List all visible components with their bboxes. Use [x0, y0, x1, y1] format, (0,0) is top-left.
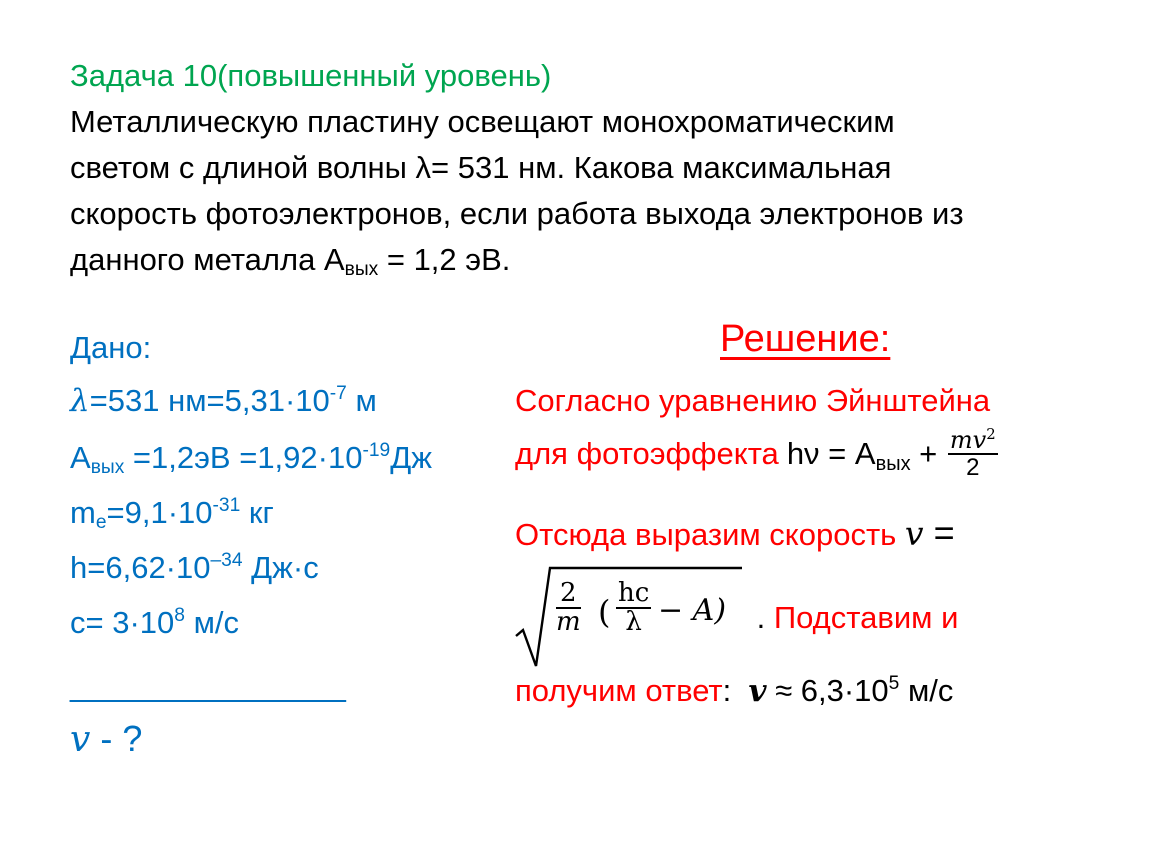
answer-line: получим ответ: 𝒗 ≈ $6,3\cdot 10^5$ м/с — [515, 673, 954, 709]
solution-line-4: . Подставим и — [748, 600, 959, 635]
given-question: 𝑣 - ? — [70, 718, 143, 760]
given-lambda: λ=531 $нм=5,31\cdot 10^{-7}$ м — [70, 383, 377, 419]
two-over-m-fraction: 2 𝑚 — [556, 578, 581, 638]
task-line-4: данного металла $А_{вых} = 1,2$ эВ. — [70, 242, 511, 280]
given-planck: $h=6,62\cdot 10^{-34}$ Дж·с — [70, 550, 319, 585]
hc-over-lambda-fraction: $\frac{hc}{\lambda}$ — [618, 578, 650, 638]
solution-line-3: Отсюда выразим скорость 𝑣 = — [515, 512, 955, 553]
given-electron-mass: $m_e=9,1\cdot 10^{-31}$ кг — [70, 495, 274, 533]
given-light-speed: $c= 3\cdot 10^8$ м/с — [70, 605, 239, 640]
task-line-2: светом с длиной волны λ= 531 нм. Какова максимальная — [70, 150, 892, 185]
given-title: Дано: — [70, 330, 152, 365]
task-header: Задача 10(повышенный уровень) — [70, 58, 552, 93]
velocity-formula: 2 𝑚 ( $\frac{hc}{\lambda}$ − 𝐴) — [514, 562, 744, 670]
task-line-3: скорость фотоэлектронов, если работа выхода электронов из — [70, 196, 964, 231]
solution-title: Решение: — [720, 318, 891, 360]
solution-line-1: Согласно уравнению Эйнштейна — [515, 383, 991, 418]
given-divider: ________________ — [70, 668, 346, 703]
task-line-1: Металлическую пластину освещают монохроматическим — [70, 104, 895, 139]
kinetic-energy-fraction: $\frac{𝑚𝑣^2}{2}$ — [949, 424, 996, 482]
given-work-function: $А_{вых} =1,2эВ =1,92\cdot 10^{-19}Дж$ — [70, 440, 432, 478]
einstein-equation: для фотоэффекта hν = А $_{вых}$ + $\frac{𝑚𝑣^2}{2}$ — [515, 424, 996, 482]
